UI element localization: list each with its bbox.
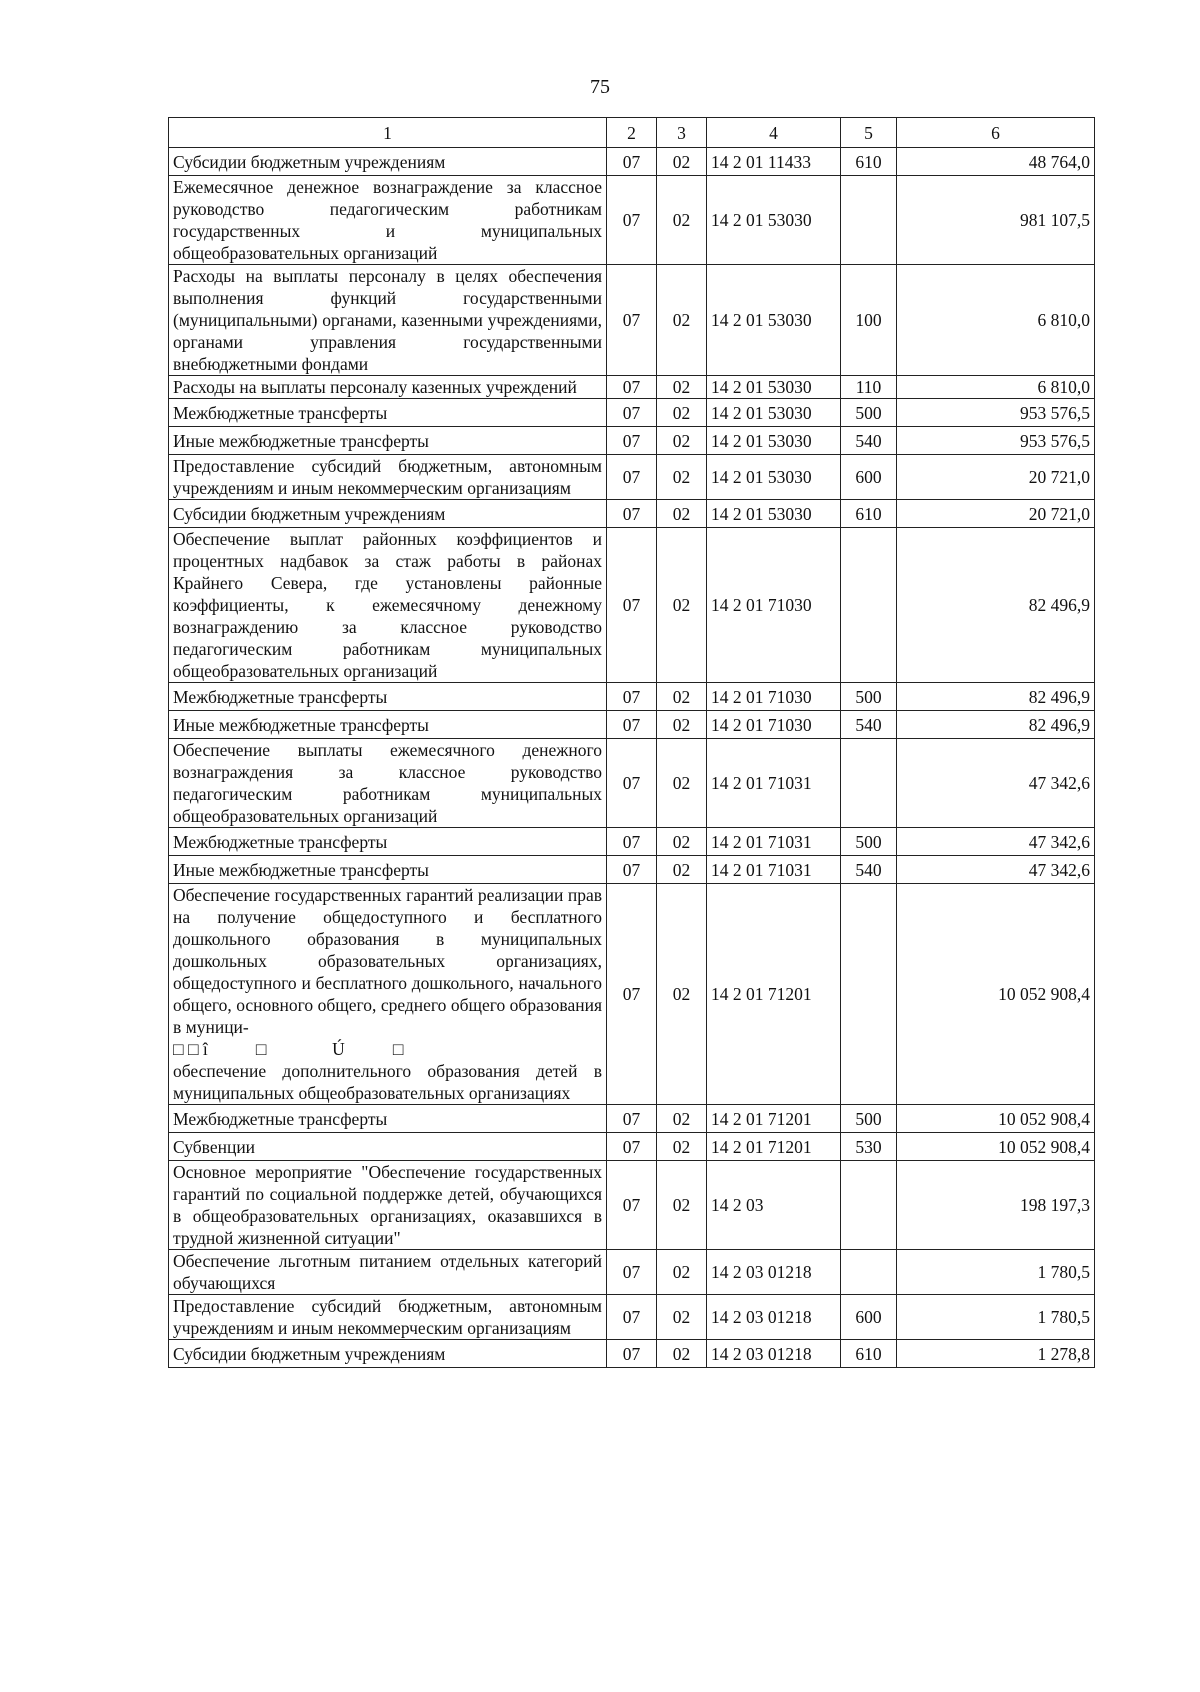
row-name: Субсидии бюджетным учреждениям [169,500,607,528]
row-section: 07 [607,1295,657,1340]
row-section: 07 [607,1161,657,1250]
row-section: 07 [607,528,657,683]
row-subsection: 02 [657,1105,707,1133]
header-col-2: 2 [607,118,657,148]
row-expense-type [841,1250,897,1295]
row-name [169,884,607,1105]
row-expense-type [841,528,897,683]
row-name: Межбюджетные трансферты [169,1105,607,1133]
page-number: 75 [590,76,610,98]
row-amount: 981 107,5 [897,176,1095,265]
row-name: Предоставление субсидий бюджетным, автономным учреждениям и иным некоммерческим организациям [169,1295,607,1340]
row-target-code: 14 2 01 53030 [707,376,841,399]
header-col-4: 4 [707,118,841,148]
row-subsection: 02 [657,1161,707,1250]
row-target-code: 14 2 01 71201 [707,1133,841,1161]
row-expense-type [841,1161,897,1250]
row-name-tail: обеспечение дополнительного образования детей в муниципальных общеобразовательных организациях [173,1061,602,1103]
row-target-code: 14 2 01 53030 [707,500,841,528]
header-col-6: 6 [897,118,1095,148]
row-name: Субвенции [169,1133,607,1161]
row-name-text: Обеспечение государственных гарантий реализации прав на получение общедоступного и бесплатного дошкольного образования в муниципальных дошкольных образовательных организациях, общедоступного и бесплатного дошкольного, начального общего, основного общего, среднего общего образования в муници- [173,885,602,1037]
row-amount: 20 721,0 [897,500,1095,528]
row-section: 07 [607,828,657,856]
row-name: Субсидии бюджетным учреждениям [169,148,607,176]
table-header-row [169,118,1095,148]
row-target-code: 14 2 01 71031 [707,739,841,828]
row-section: 07 [607,683,657,711]
row-subsection: 02 [657,856,707,884]
row-amount: 47 342,6 [897,739,1095,828]
row-amount: 953 576,5 [897,427,1095,455]
table-row [169,828,1095,856]
row-target-code: 14 2 01 53030 [707,265,841,376]
row-subsection: 02 [657,1133,707,1161]
row-name: Обеспечение выплат районных коэффициентов и процентных надбавок за стаж работы в районах Крайнего Севера, где установлены районные коэффициенты, к ежемесячному денежному вознаграждению за классное руководство педагогическим работникам муниципальных общеобразовательных организаций [169,528,607,683]
budget-table [168,117,1095,1368]
row-amount: 198 197,3 [897,1161,1095,1250]
header-col-3: 3 [657,118,707,148]
row-amount: 48 764,0 [897,148,1095,176]
garbled-glyphs: □ □ î □ Ú □ [173,1039,404,1059]
table-row [169,1105,1095,1133]
row-subsection: 02 [657,500,707,528]
row-section: 07 [607,856,657,884]
row-expense-type: 540 [841,711,897,739]
row-target-code: 14 2 01 71030 [707,683,841,711]
row-section: 07 [607,1340,657,1368]
row-section: 07 [607,1250,657,1295]
row-expense-type: 610 [841,1340,897,1368]
row-expense-type: 610 [841,148,897,176]
row-target-code: 14 2 01 71201 [707,1105,841,1133]
row-amount: 1 780,5 [897,1295,1095,1340]
row-expense-type: 500 [841,399,897,427]
row-target-code: 14 2 03 [707,1161,841,1250]
table-row [169,1340,1095,1368]
row-expense-type: 600 [841,1295,897,1340]
row-name: Межбюджетные трансферты [169,683,607,711]
table-row [169,1295,1095,1340]
row-section: 07 [607,1133,657,1161]
row-target-code: 14 2 01 71030 [707,711,841,739]
row-target-code: 14 2 01 53030 [707,176,841,265]
row-expense-type [841,884,897,1105]
row-subsection: 02 [657,376,707,399]
row-name: Иные межбюджетные трансферты [169,856,607,884]
table-row [169,376,1095,399]
row-name: Межбюджетные трансферты [169,828,607,856]
row-section: 07 [607,148,657,176]
row-expense-type: 610 [841,500,897,528]
table-row [169,399,1095,427]
row-section: 07 [607,500,657,528]
row-section: 07 [607,711,657,739]
table-row [169,500,1095,528]
row-name: Иные межбюджетные трансферты [169,427,607,455]
row-subsection: 02 [657,1340,707,1368]
row-expense-type: 530 [841,1133,897,1161]
row-amount: 953 576,5 [897,399,1095,427]
row-target-code: 14 2 01 71030 [707,528,841,683]
row-section: 07 [607,399,657,427]
table-row [169,683,1095,711]
table-row [169,856,1095,884]
row-subsection: 02 [657,711,707,739]
row-subsection: 02 [657,265,707,376]
table-row [169,1250,1095,1295]
row-target-code: 14 2 01 53030 [707,455,841,500]
row-subsection: 02 [657,399,707,427]
row-amount: 82 496,9 [897,711,1095,739]
row-subsection: 02 [657,884,707,1105]
row-name: Основное мероприятие "Обеспечение государственных гарантий по социальной поддержке детей, обучающихся в общеобразовательных организациях, оказавшихся в трудной жизненной ситуации" [169,1161,607,1250]
row-name: Обеспечение льготным питанием отдельных категорий обучающихся [169,1250,607,1295]
row-target-code: 14 2 01 71201 [707,884,841,1105]
row-target-code: 14 2 01 71031 [707,856,841,884]
header-col-5: 5 [841,118,897,148]
row-amount: 82 496,9 [897,683,1095,711]
row-subsection: 02 [657,427,707,455]
row-section: 07 [607,1105,657,1133]
row-amount: 47 342,6 [897,856,1095,884]
row-expense-type: 540 [841,427,897,455]
table-row [169,427,1095,455]
table-row [169,739,1095,828]
row-target-code: 14 2 01 53030 [707,427,841,455]
row-target-code: 14 2 01 71031 [707,828,841,856]
row-amount: 10 052 908,4 [897,1133,1095,1161]
row-section: 07 [607,376,657,399]
row-amount: 1 278,8 [897,1340,1095,1368]
row-name: Обеспечение выплаты ежемесячного денежного вознаграждения за классное руководство педагогическим работникам муниципальных общеобразовательных организаций [169,739,607,828]
row-target-code: 14 2 03 01218 [707,1250,841,1295]
row-expense-type: 110 [841,376,897,399]
row-expense-type [841,176,897,265]
row-name: Межбюджетные трансферты [169,399,607,427]
row-expense-type: 500 [841,1105,897,1133]
row-subsection: 02 [657,528,707,683]
table-row [169,528,1095,683]
row-name: Ежемесячное денежное вознаграждение за классное руководство педагогическим работникам государственных и муниципальных общеобразовательных организаций [169,176,607,265]
row-expense-type: 600 [841,455,897,500]
table-row [169,1133,1095,1161]
row-amount: 10 052 908,4 [897,1105,1095,1133]
row-section: 07 [607,265,657,376]
table-row [169,148,1095,176]
row-amount: 1 780,5 [897,1250,1095,1295]
table-row [169,455,1095,500]
table-row [169,265,1095,376]
row-subsection: 02 [657,1250,707,1295]
row-expense-type: 500 [841,828,897,856]
row-amount: 6 810,0 [897,376,1095,399]
row-amount: 47 342,6 [897,828,1095,856]
row-section: 07 [607,455,657,500]
row-section: 07 [607,427,657,455]
row-section: 07 [607,884,657,1105]
row-name: Расходы на выплаты персоналу в целях обеспечения выполнения функций государственными (муниципальными) органами, казенными учреждениями, органами управления государственными внебюджетными фондами [169,265,607,376]
row-target-code: 14 2 01 53030 [707,399,841,427]
row-expense-type [841,739,897,828]
row-subsection: 02 [657,1295,707,1340]
table-row [169,1161,1095,1250]
row-target-code: 14 2 03 01218 [707,1340,841,1368]
row-subsection: 02 [657,739,707,828]
row-target-code: 14 2 01 11433 [707,148,841,176]
row-name: Иные межбюджетные трансферты [169,711,607,739]
table-row [169,884,1095,1105]
row-name: Предоставление субсидий бюджетным, автономным учреждениям и иным некоммерческим организациям [169,455,607,500]
row-subsection: 02 [657,828,707,856]
row-amount: 6 810,0 [897,265,1095,376]
row-section: 07 [607,176,657,265]
table-row [169,711,1095,739]
row-subsection: 02 [657,148,707,176]
row-expense-type: 500 [841,683,897,711]
header-col-1: 1 [169,118,607,148]
row-subsection: 02 [657,683,707,711]
row-subsection: 02 [657,176,707,265]
row-amount: 10 052 908,4 [897,884,1095,1105]
row-expense-type: 540 [841,856,897,884]
row-expense-type: 100 [841,265,897,376]
row-subsection: 02 [657,455,707,500]
row-target-code: 14 2 03 01218 [707,1295,841,1340]
row-name: Расходы на выплаты персоналу казенных учреждений [169,376,607,399]
table-row [169,176,1095,265]
row-amount: 20 721,0 [897,455,1095,500]
row-amount: 82 496,9 [897,528,1095,683]
row-name: Субсидии бюджетным учреждениям [169,1340,607,1368]
row-section: 07 [607,739,657,828]
